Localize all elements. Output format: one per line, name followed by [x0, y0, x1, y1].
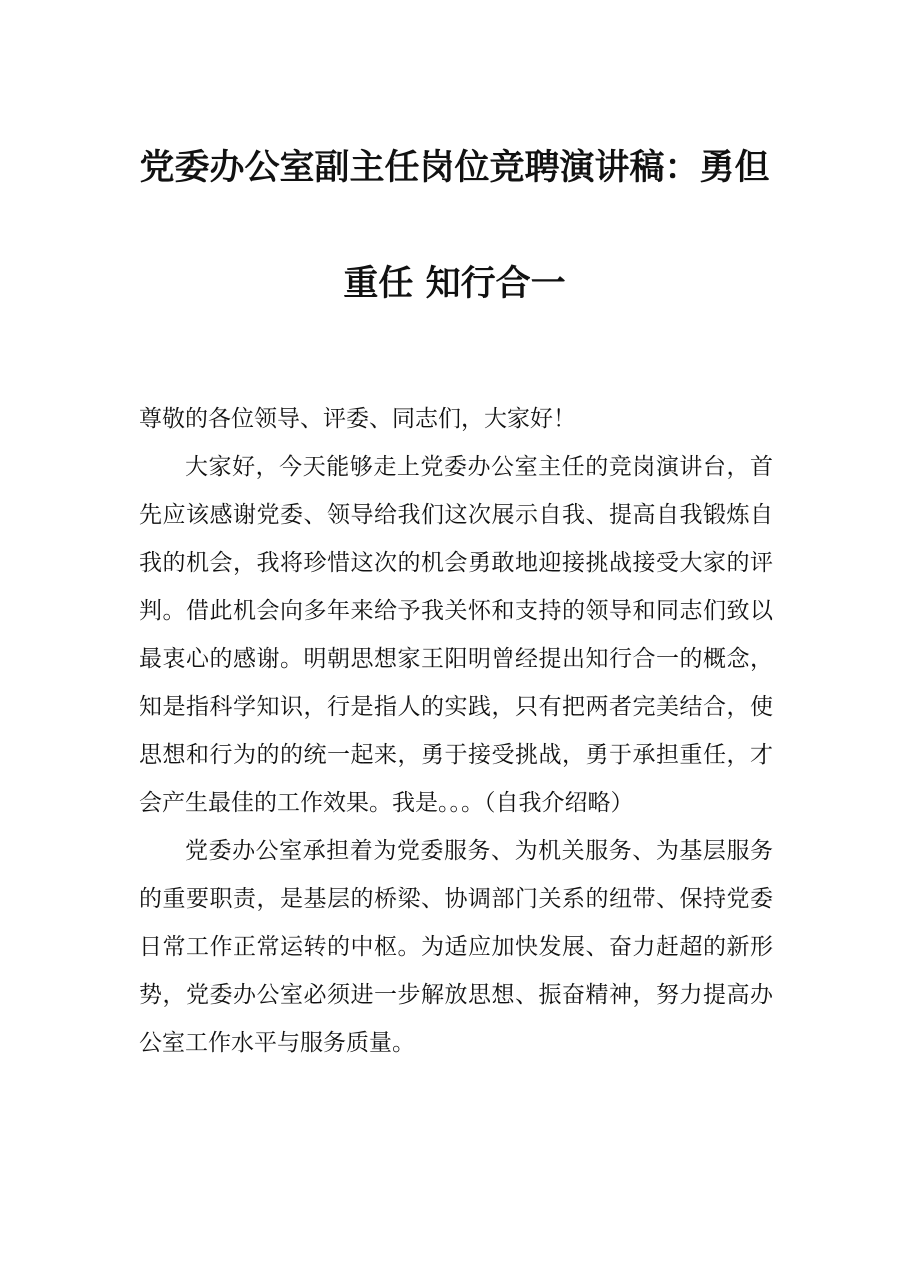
paragraph-1: 大家好，今天能够走上党委办公室主任的竞岗演讲台，首先应该感谢党委、领导给我们这次展示自我、提高自我锻炼自我的机会，我将珍惜这次的机会勇敢地迎接挑战接受大家的评判。借此机会向多年来给予我关怀和支持的领导和同志们致以最衷心的感谢。明朝思想家王阳明曾经提出知行合一的概念，知是指科学知识，行是指人的实践，只有把两者完美结合，使思想和行为的的统一起来，勇于接受挑战，勇于承担重任，才会产生最佳的工作效果。我是。。。（自我介绍略）: [139, 454, 773, 816]
paragraph-2: 党委办公室承担着为党委服务、为机关服务、为基层服务的重要职责，是基层的桥梁、协调部门关系的纽带、保持党委日常工作正常运转的中枢。为适应加快发展、奋力赶超的新形势，党委办公室必须进一步解放思想、振奋精神，努力提高办公室工作水平与服务质量。: [139, 838, 773, 1056]
salutation: 尊敬的各位领导、评委、同志们，大家好！: [139, 406, 576, 432]
document-title-line-1: 党委办公室副主任岗位竞聘演讲稿：勇但: [139, 147, 770, 188]
document-title-line-2: 重任 知行合一: [343, 263, 566, 304]
document-body: [139, 395, 773, 1067]
